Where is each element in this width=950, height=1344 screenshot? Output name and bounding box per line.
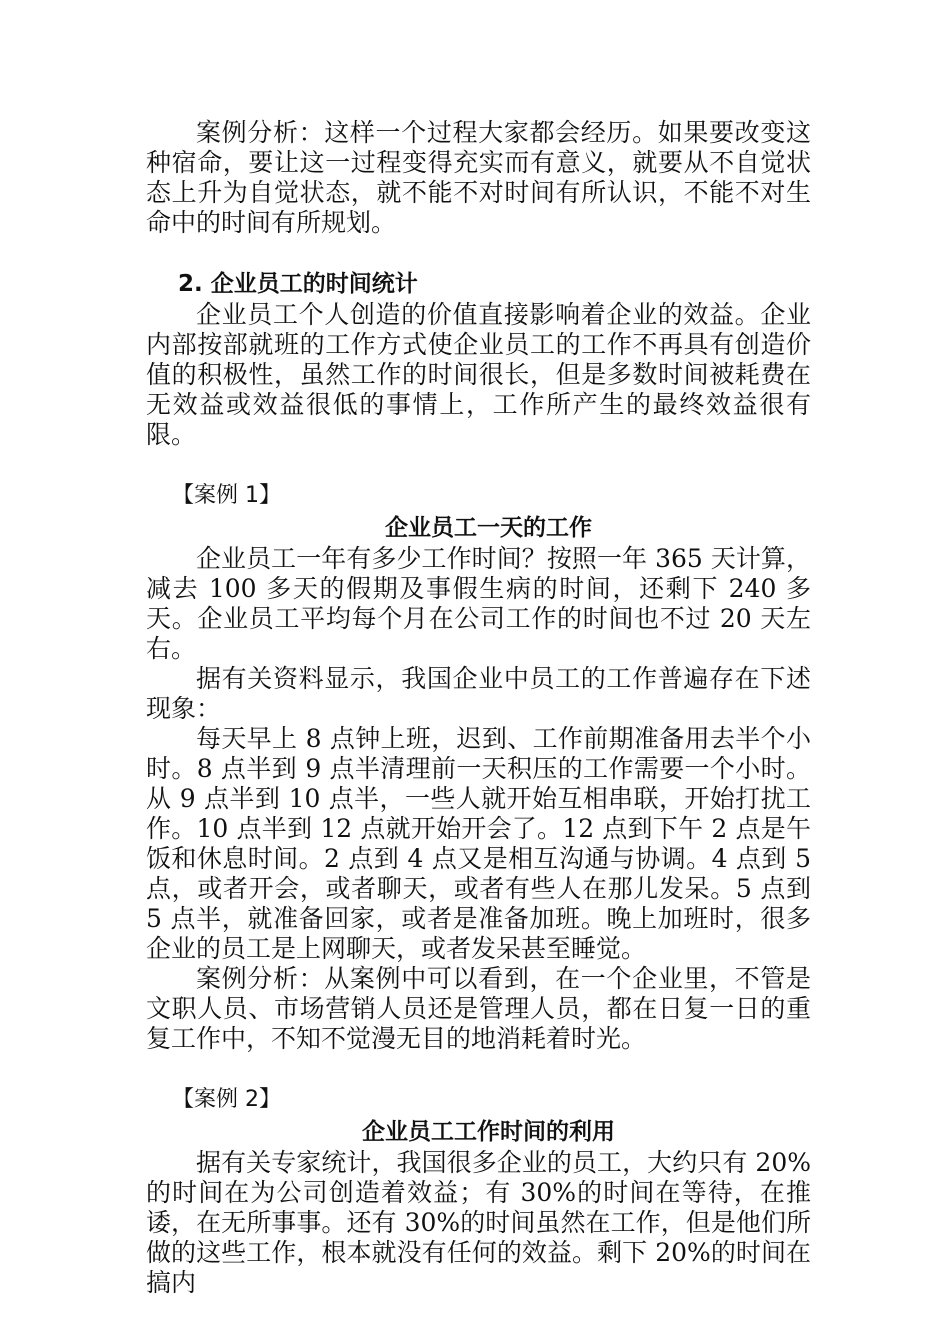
case-label-1: 【案例 1】 [172, 483, 281, 508]
case-title-2: 企业员工工作时间的利用 [362, 1119, 615, 1145]
case-label-2: 【案例 2】 [172, 1087, 281, 1112]
spacer [146, 1054, 811, 1084]
paragraph-working-days: 企业员工一年有多少工作时间？按照一年 365 天计算，减去 100 多天的假期及事假生病的时间，还剩下 240 多天。企业员工平均每个月在公司工作的时间也不过 20 天左右。 [146, 544, 811, 663]
paragraph-case-analysis-intro: 案例分析：这样一个过程大家都会经历。如果要改变这种宿命，要让这一过程变得充实而有意义，就要从不自觉状态上升为自觉状态，就不能不对时间有所认识，不能不对生命中的时间有所规划。 [146, 118, 811, 237]
section-heading: 2. 企业员工的时间统计 [178, 271, 418, 297]
paragraph-daily-schedule: 每天早上 8 点钟上班，迟到、工作前期准备用去半个小时。8 点半到 9 点半清理前一天积压的工作需要一个小时。从 9 点半到 10 点半，一些人就开始互相串联，开始打扰工作。10 点半到 12 点就开始开会了。12 点到下午 2 点是午饭和休息时间。2 点到 4 点又是相互沟通与协调。4 点到 5 点，或者开会，或者聊天，或者有些人在那儿发呆。5 点到 5 点半，就准备回家，或者是准备加班。晚上加班时，很多企业的员工是上网聊天，或者发呆甚至睡觉。 [146, 724, 811, 963]
document-body [146, 118, 811, 1298]
paragraph-time-statistics: 据有关专家统计，我国很多企业的员工，大约只有 20%的时间在为公司创造着效益；有 30%的时间在等待，在推诿，在无所事事。还有 30%的时间虽然在工作，但是他们所做的这些工作，根本就没有任何的效益。剩下 20%的时间在搞内 [146, 1148, 811, 1297]
paragraph-case-analysis-1: 案例分析：从案例中可以看到，在一个企业里，不管是文职人员、市场营销人员还是管理人员，都在日复一日的重复工作中，不知不觉漫无目的地消耗着时光。 [146, 964, 811, 1053]
paragraph-phenomenon-intro: 据有关资料显示，我国企业中员工的工作普遍存在下述现象： [146, 664, 811, 723]
spacer [146, 450, 811, 480]
paragraph-employee-value: 企业员工个人创造的价值直接影响着企业的效益。企业内部按部就班的工作方式使企业员工的工作不再具有创造价值的积极性，虽然工作的时间很长，但是多数时间被耗费在无效益或效益很低的事情上，工作所产生的最终效益很有限。 [146, 300, 811, 449]
case-title-1: 企业员工一天的工作 [385, 515, 592, 541]
spacer [146, 238, 811, 268]
